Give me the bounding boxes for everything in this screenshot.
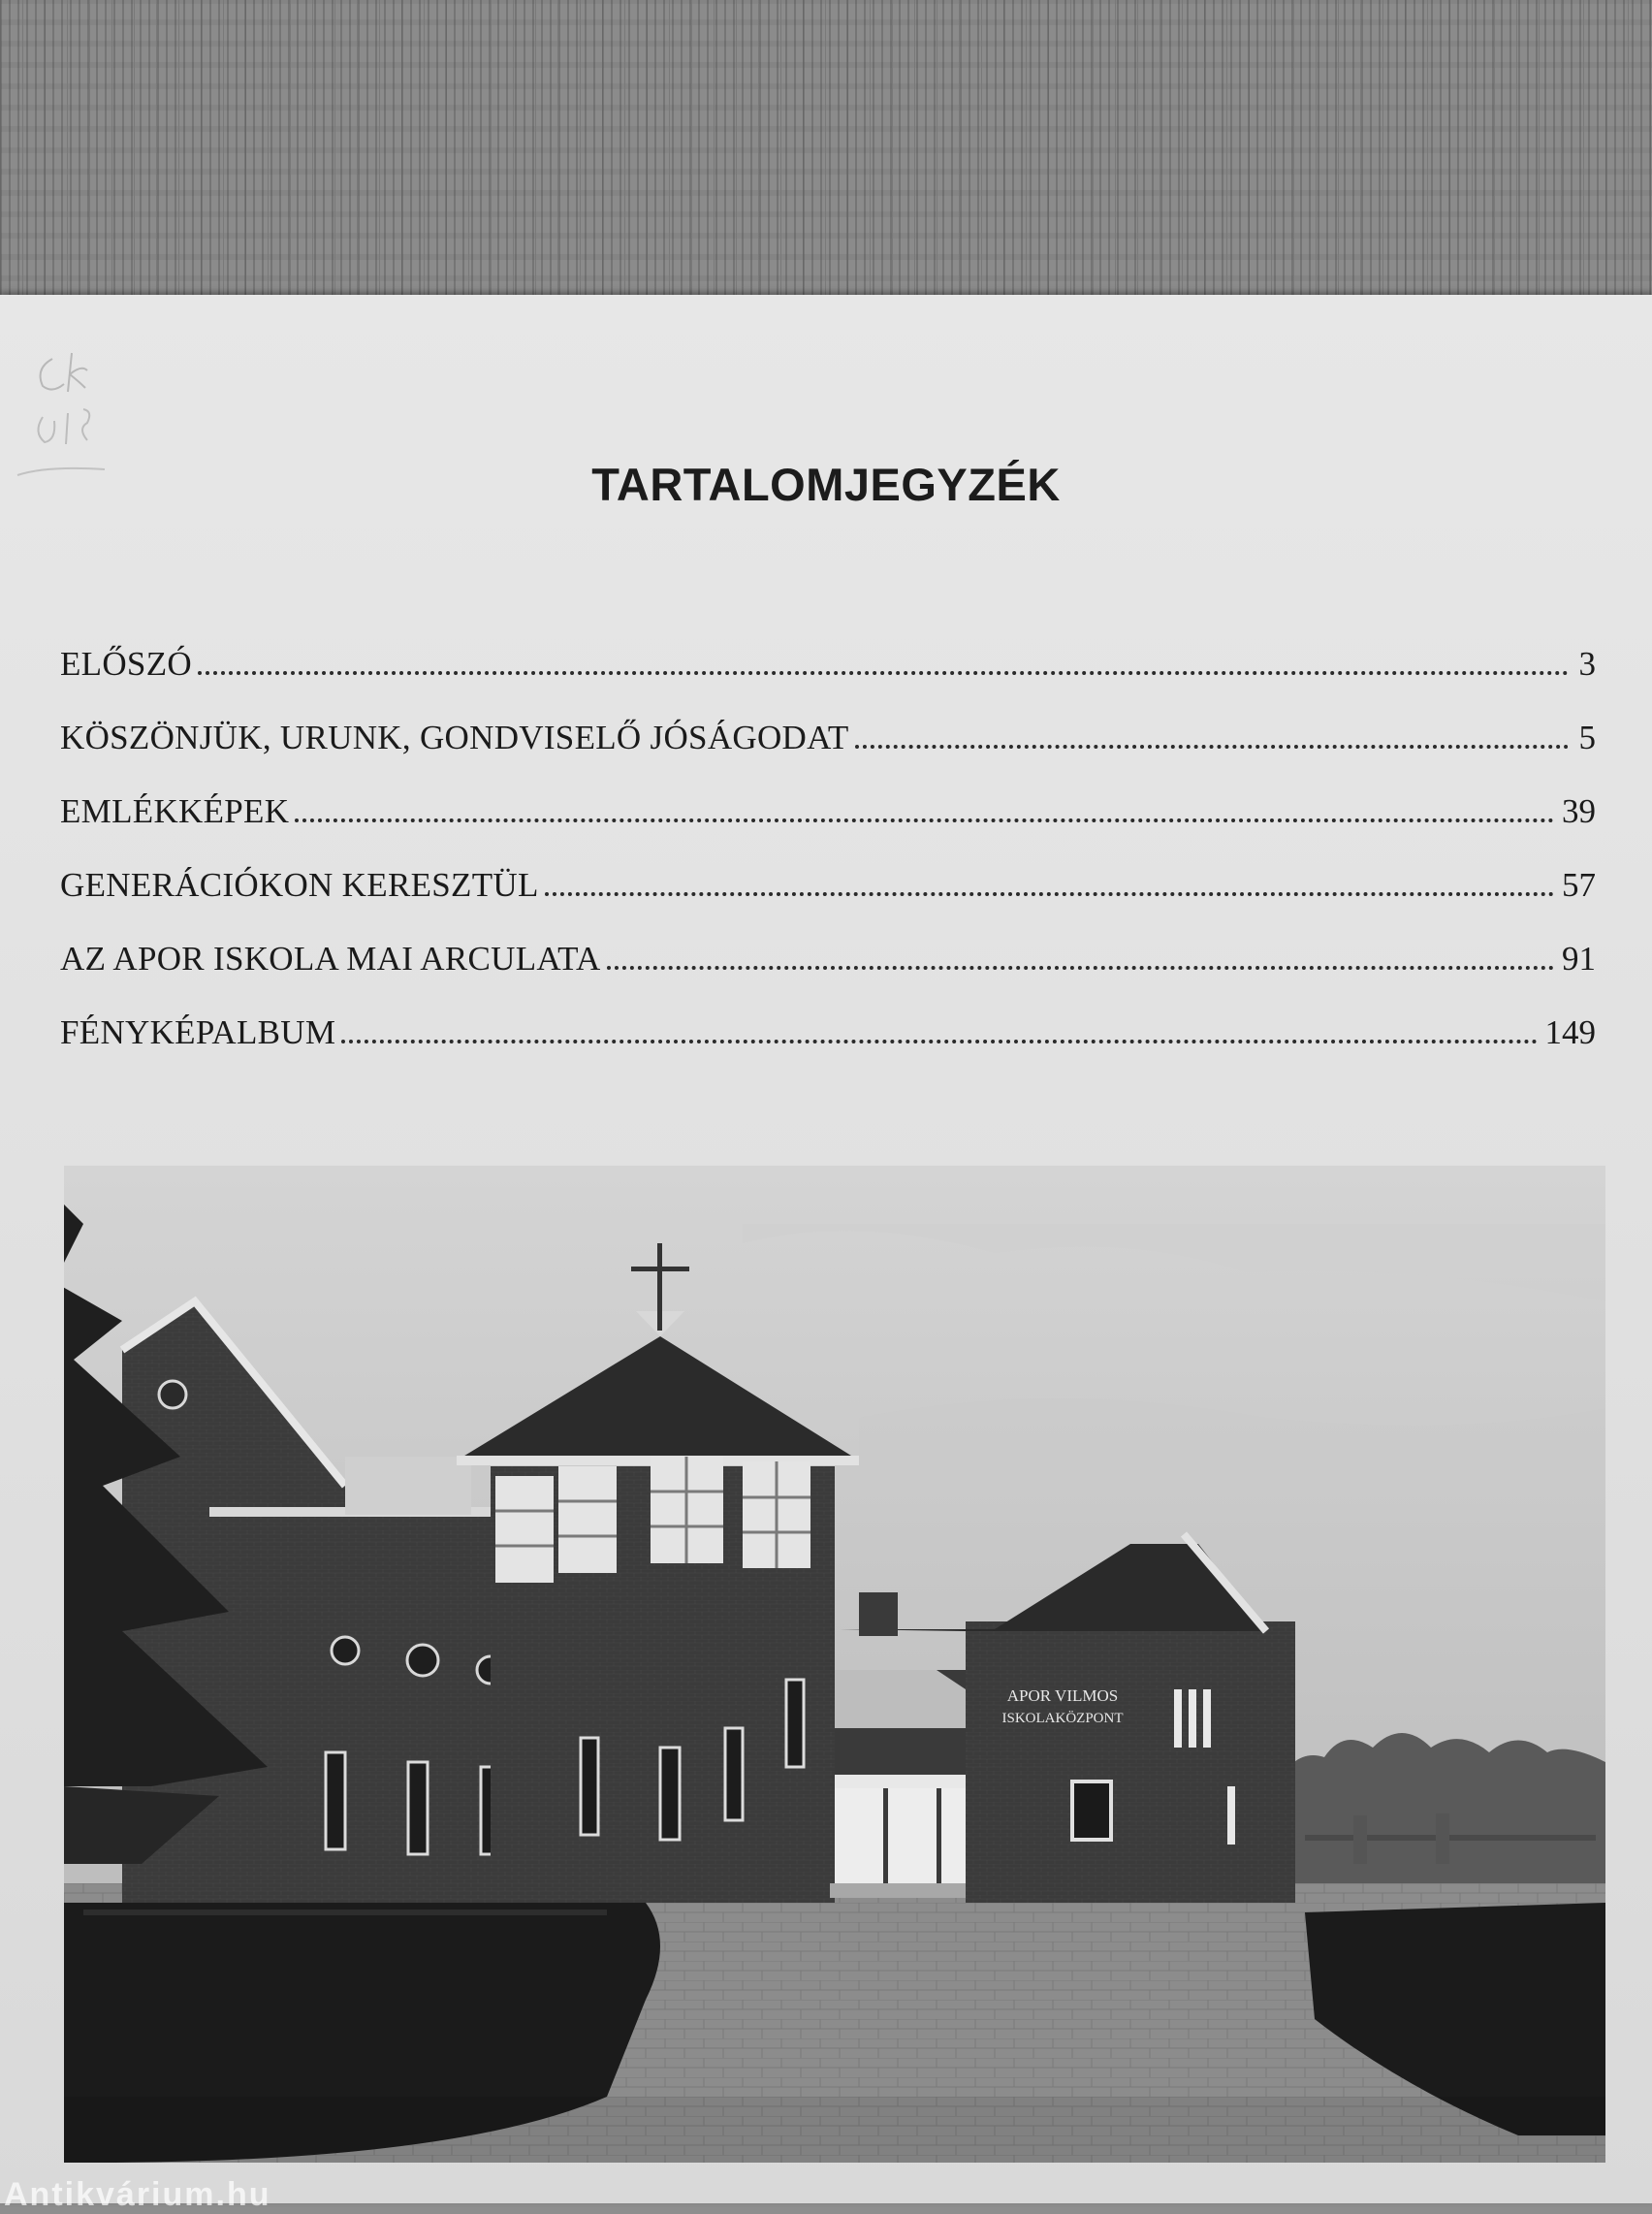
toc-page-number: 5 xyxy=(1578,719,1596,756)
dot-leader xyxy=(545,892,1554,896)
toc-row xyxy=(60,856,1596,905)
dot-leader xyxy=(295,818,1554,822)
dot-leader xyxy=(855,745,1570,749)
school-building-photo xyxy=(64,1166,1605,2163)
toc-row xyxy=(60,783,1596,831)
building-sign-line2: ISKOLAKÖZPONT xyxy=(1001,1711,1124,1726)
toc-page-number: 91 xyxy=(1562,940,1596,978)
dot-leader xyxy=(198,671,1569,675)
toc-entry-title: KÖSZÖNJÜK, URUNK, GONDVISELŐ JÓSÁGODAT xyxy=(60,719,849,756)
page-title: TARTALOMJEGYZÉK xyxy=(591,459,1061,510)
toc-page-number: 39 xyxy=(1562,792,1596,830)
toc-page-number: 149 xyxy=(1544,1013,1596,1051)
school-building-illustration xyxy=(64,1166,1605,2163)
toc-row xyxy=(60,709,1596,757)
dot-leader xyxy=(607,966,1554,970)
toc-page-number: 3 xyxy=(1578,645,1596,683)
toc-entry-title: GENERÁCIÓKON KERESZTÜL xyxy=(60,866,539,904)
fabric-background xyxy=(0,0,1652,303)
dot-leader xyxy=(341,1040,1537,1043)
toc-entry-title: AZ APOR ISKOLA MAI ARCULATA xyxy=(60,940,601,978)
toc-entry-title: ELŐSZÓ xyxy=(60,645,192,683)
toc-entry-title: EMLÉKKÉPEK xyxy=(60,792,290,830)
toc-row xyxy=(60,635,1596,684)
toc-row xyxy=(60,1004,1596,1052)
toc-row xyxy=(60,930,1596,979)
toc-entry-title: FÉNYKÉPALBUM xyxy=(60,1013,336,1051)
toc-page-number: 57 xyxy=(1562,866,1596,904)
watermark: Antikvárium.hu xyxy=(4,2176,271,2213)
building-sign-line1: APOR VILMOS xyxy=(1006,1686,1119,1705)
